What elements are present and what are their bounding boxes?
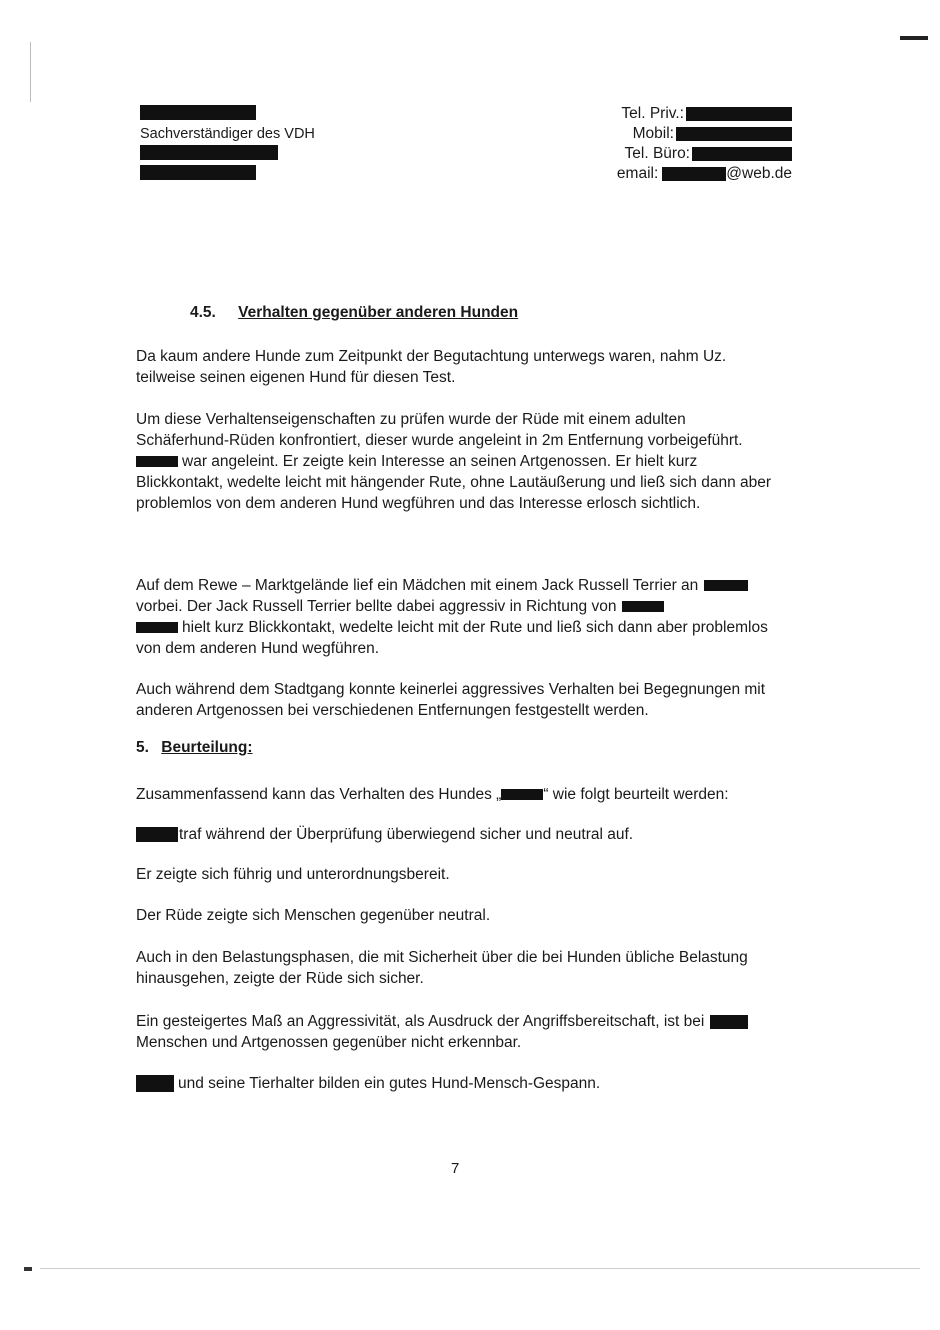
contact-row-mobil <box>560 124 792 144</box>
text-line: Er zeigte sich führig und unterordnungsbereit. <box>136 866 450 883</box>
text-line: anderen Artgenossen bei verschiedenen Entfernungen festgestellt werden. <box>136 702 649 719</box>
contact-row-email <box>560 164 792 184</box>
paragraph-assessment-2 <box>136 864 450 885</box>
paragraph-jack-russell <box>136 575 768 659</box>
contact-row-tel-buero <box>560 144 792 164</box>
scan-mark-left-edge <box>30 42 31 102</box>
contact-label: Mobil: <box>632 125 674 142</box>
text-line: Der Rüde zeigte sich Menschen gegenüber neutral. <box>136 907 491 924</box>
text-fragment: war angeleint. Er zeigte kein Interesse an seinen Artgenossen. Er hielt kurz <box>182 453 698 470</box>
text-fragment: Ein gesteigertes Maß an Aggressivität, als Ausdruck der Angriffsbereitschaft, ist bei <box>136 1013 705 1030</box>
text-fragment: hielt kurz Blickkontakt, wedelte leicht mit der Rute und ließ sich dann aber problemlos <box>182 619 768 636</box>
text-line <box>136 575 768 596</box>
text-fragment: Auf dem Rewe – Marktgelände lief ein Mädchen mit einem Jack Russell Terrier an <box>136 577 699 594</box>
text-line: Schäferhund-Rüden konfrontiert, dieser wurde angeleint in 2m Entfernung vorbeigeführt. <box>136 432 743 449</box>
redacted-dog-name <box>136 622 178 633</box>
section-number: 5. <box>136 739 149 756</box>
section-5-heading <box>136 739 253 757</box>
sender-title: Sachverständiger des VDH <box>140 126 315 142</box>
paragraph-assessment-3 <box>136 905 490 926</box>
text-line <box>136 1011 748 1032</box>
text-line <box>136 1073 600 1094</box>
redacted-city <box>140 165 256 180</box>
text-line: Auch in den Belastungsphasen, die mit Sicherheit über die bei Hunden übliche Belastung <box>136 949 748 966</box>
paragraph-assessment-6 <box>136 1073 600 1094</box>
text-line: Da kaum andere Hunde zum Zeitpunkt der Begutachtung unterwegs waren, nahm Uz. <box>136 348 727 365</box>
paragraph-assessment-4 <box>136 947 748 989</box>
paragraph-assessment-5 <box>136 1011 748 1053</box>
section-4-5-heading <box>190 304 518 322</box>
text-fragment: und seine Tierhalter bilden ein gutes Hund-Mensch-Gespann. <box>178 1075 601 1092</box>
redacted-phone-office <box>692 147 792 161</box>
text-fragment: “ wie folgt beurteilt werden: <box>543 786 729 803</box>
paragraph-city-walk <box>136 679 765 721</box>
text-fragment: Zusammenfassend kann das Verhalten des Hundes „ <box>136 786 502 803</box>
text-line: Blickkontakt, wedelte leicht mit hängender Rute, ohne Lautäußerung und ließ sich dann aber <box>136 474 772 491</box>
text-line <box>136 824 633 845</box>
paragraph-assessment-1 <box>136 824 633 845</box>
redacted-street <box>140 145 278 160</box>
scan-mark-bottom-left <box>24 1267 32 1271</box>
text-line <box>136 617 768 638</box>
section-title: Verhalten gegenüber anderen Hunden <box>238 304 519 321</box>
contact-label: Tel. Priv.: <box>621 105 684 122</box>
redacted-name <box>140 105 256 120</box>
redacted-dog-name <box>710 1015 748 1029</box>
redacted-phone-private <box>686 107 792 121</box>
redacted-dog-name <box>501 789 543 800</box>
text-line: Auch während dem Stadtgang konnte keinerlei aggressives Verhalten bei Begegnungen mit <box>136 681 766 698</box>
text-line: hinausgehen, zeigte der Rüde sich sicher. <box>136 970 424 987</box>
redacted-dog-name <box>704 580 748 591</box>
text-line: Um diese Verhaltenseigenschaften zu prüfen wurde der Rüde mit einem adulten <box>136 411 686 428</box>
text-line: teilweise seinen eigenen Hund für diesen Test. <box>136 369 456 386</box>
text-fragment: traf während der Überprüfung überwiegend sicher und neutral auf. <box>179 826 634 843</box>
email-domain: @web.de <box>726 165 792 182</box>
text-line: problemlos von dem anderen Hund wegführen und das Interesse erlosch sichtlich. <box>136 495 701 512</box>
section-number: 4.5. <box>190 304 216 321</box>
text-line <box>136 784 729 805</box>
paragraph-shepherd-encounter <box>136 409 771 514</box>
paragraph-summary-intro <box>136 784 729 805</box>
contact-row-tel-priv <box>560 104 792 124</box>
contact-block <box>560 104 792 184</box>
paragraph-test-setup <box>136 346 726 388</box>
text-line: von dem anderen Hund wegführen. <box>136 640 379 657</box>
section-title: Beurteilung: <box>161 739 253 756</box>
redacted-dog-name <box>136 1075 174 1092</box>
redacted-dog-name <box>622 601 664 612</box>
text-line <box>136 451 771 472</box>
redacted-email-user <box>662 167 726 181</box>
text-line: Menschen und Artgenossen gegenüber nicht erkennbar. <box>136 1034 522 1051</box>
page-number: 7 <box>451 1160 460 1177</box>
redacted-dog-name <box>136 827 178 842</box>
contact-label: Tel. Büro: <box>624 145 690 162</box>
sender-block <box>140 104 315 184</box>
scan-line-bottom <box>40 1268 920 1269</box>
redacted-phone-mobile <box>676 127 792 141</box>
contact-label: email: <box>616 165 659 182</box>
text-line <box>136 596 768 617</box>
scan-mark-top-right <box>900 36 928 40</box>
text-fragment: vorbei. Der Jack Russell Terrier bellte dabei aggressiv in Richtung von <box>136 598 617 615</box>
redacted-dog-name <box>136 456 178 467</box>
